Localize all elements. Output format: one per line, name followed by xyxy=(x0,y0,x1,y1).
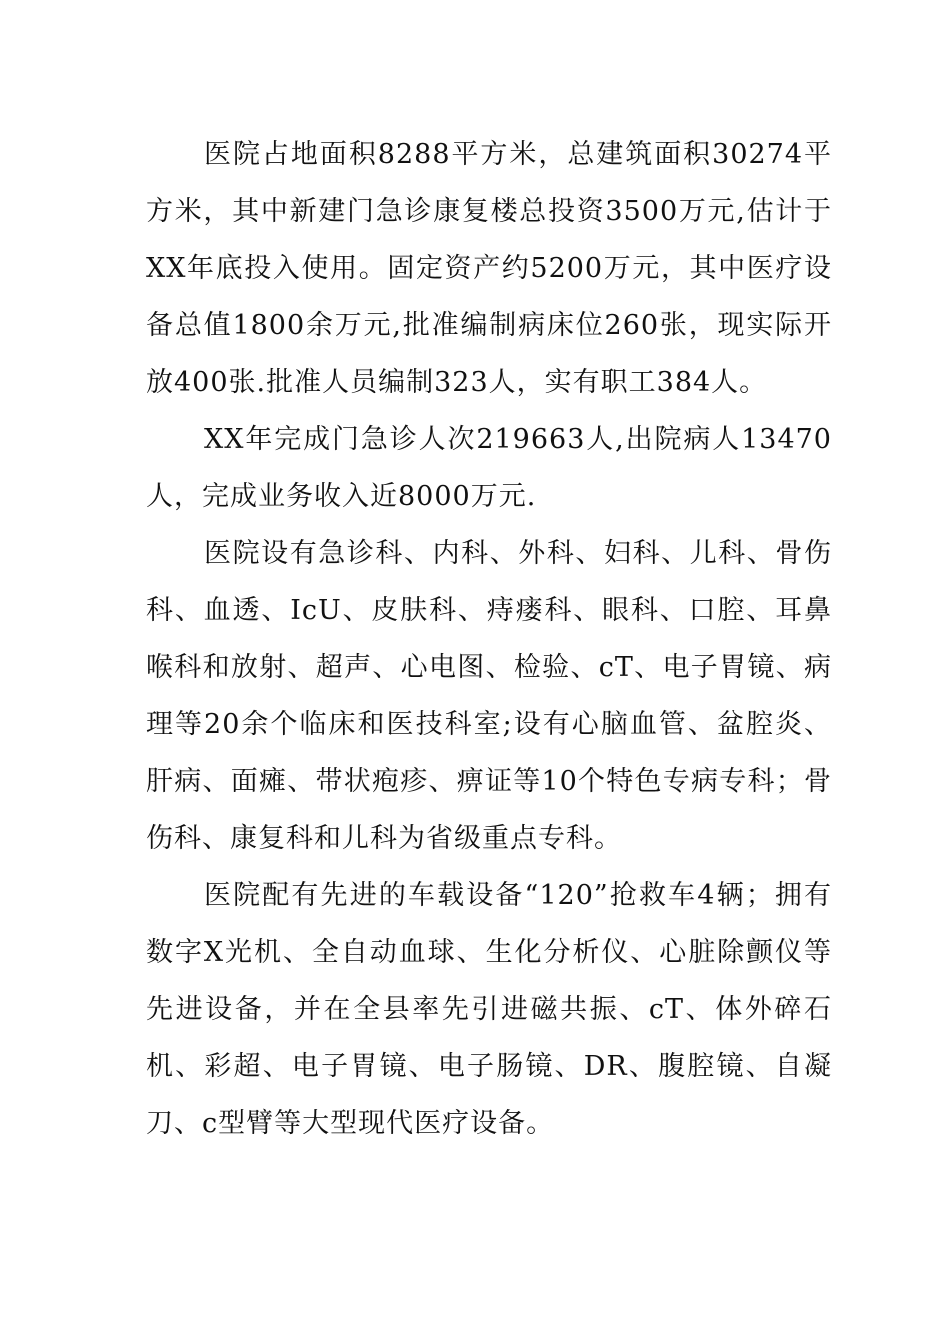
paragraph-departments: 医院设有急诊科、内科、外科、妇科、儿科、骨伤科、血透、IcU、皮肤科、痔瘘科、眼科、口腔、耳鼻喉科和放射、超声、心电图、检验、cT、电子胃镜、病理等20余个临床和医技科室;设有心脑血管、盆腔炎、肝病、面瘫、带状疱疹、痹证等10个特色专病专科；骨伤科、康复科和儿科为省级重点专科。 xyxy=(146,538,832,854)
document-body xyxy=(146,126,832,1152)
paragraph-equipment: 医院配有先进的车载设备“120”抢救车4辆；拥有数字X光机、全自动血球、生化分析仪、心脏除颤仪等先进设备，并在全县率先引进磁共振、cT、体外碎石机、彩超、电子胃镜、电子肠镜、DR、腹腔镜、自凝刀、c型臂等大型现代医疗设备。 xyxy=(146,880,832,1139)
paragraph-hospital-overview: 医院占地面积8288平方米，总建筑面积30274平方米，其中新建门急诊康复楼总投资3500万元,估计于XX年底投入使用。固定资产约5200万元，其中医疗设备总值1800余万元,批准编制病床位260张，现实际开放400张.批准人员编制323人，实有职工384人。 xyxy=(146,139,832,398)
paragraph-annual-statistics: XX年完成门急诊人次219663人,出院病人13470人，完成业务收入近8000万元. xyxy=(146,424,832,512)
